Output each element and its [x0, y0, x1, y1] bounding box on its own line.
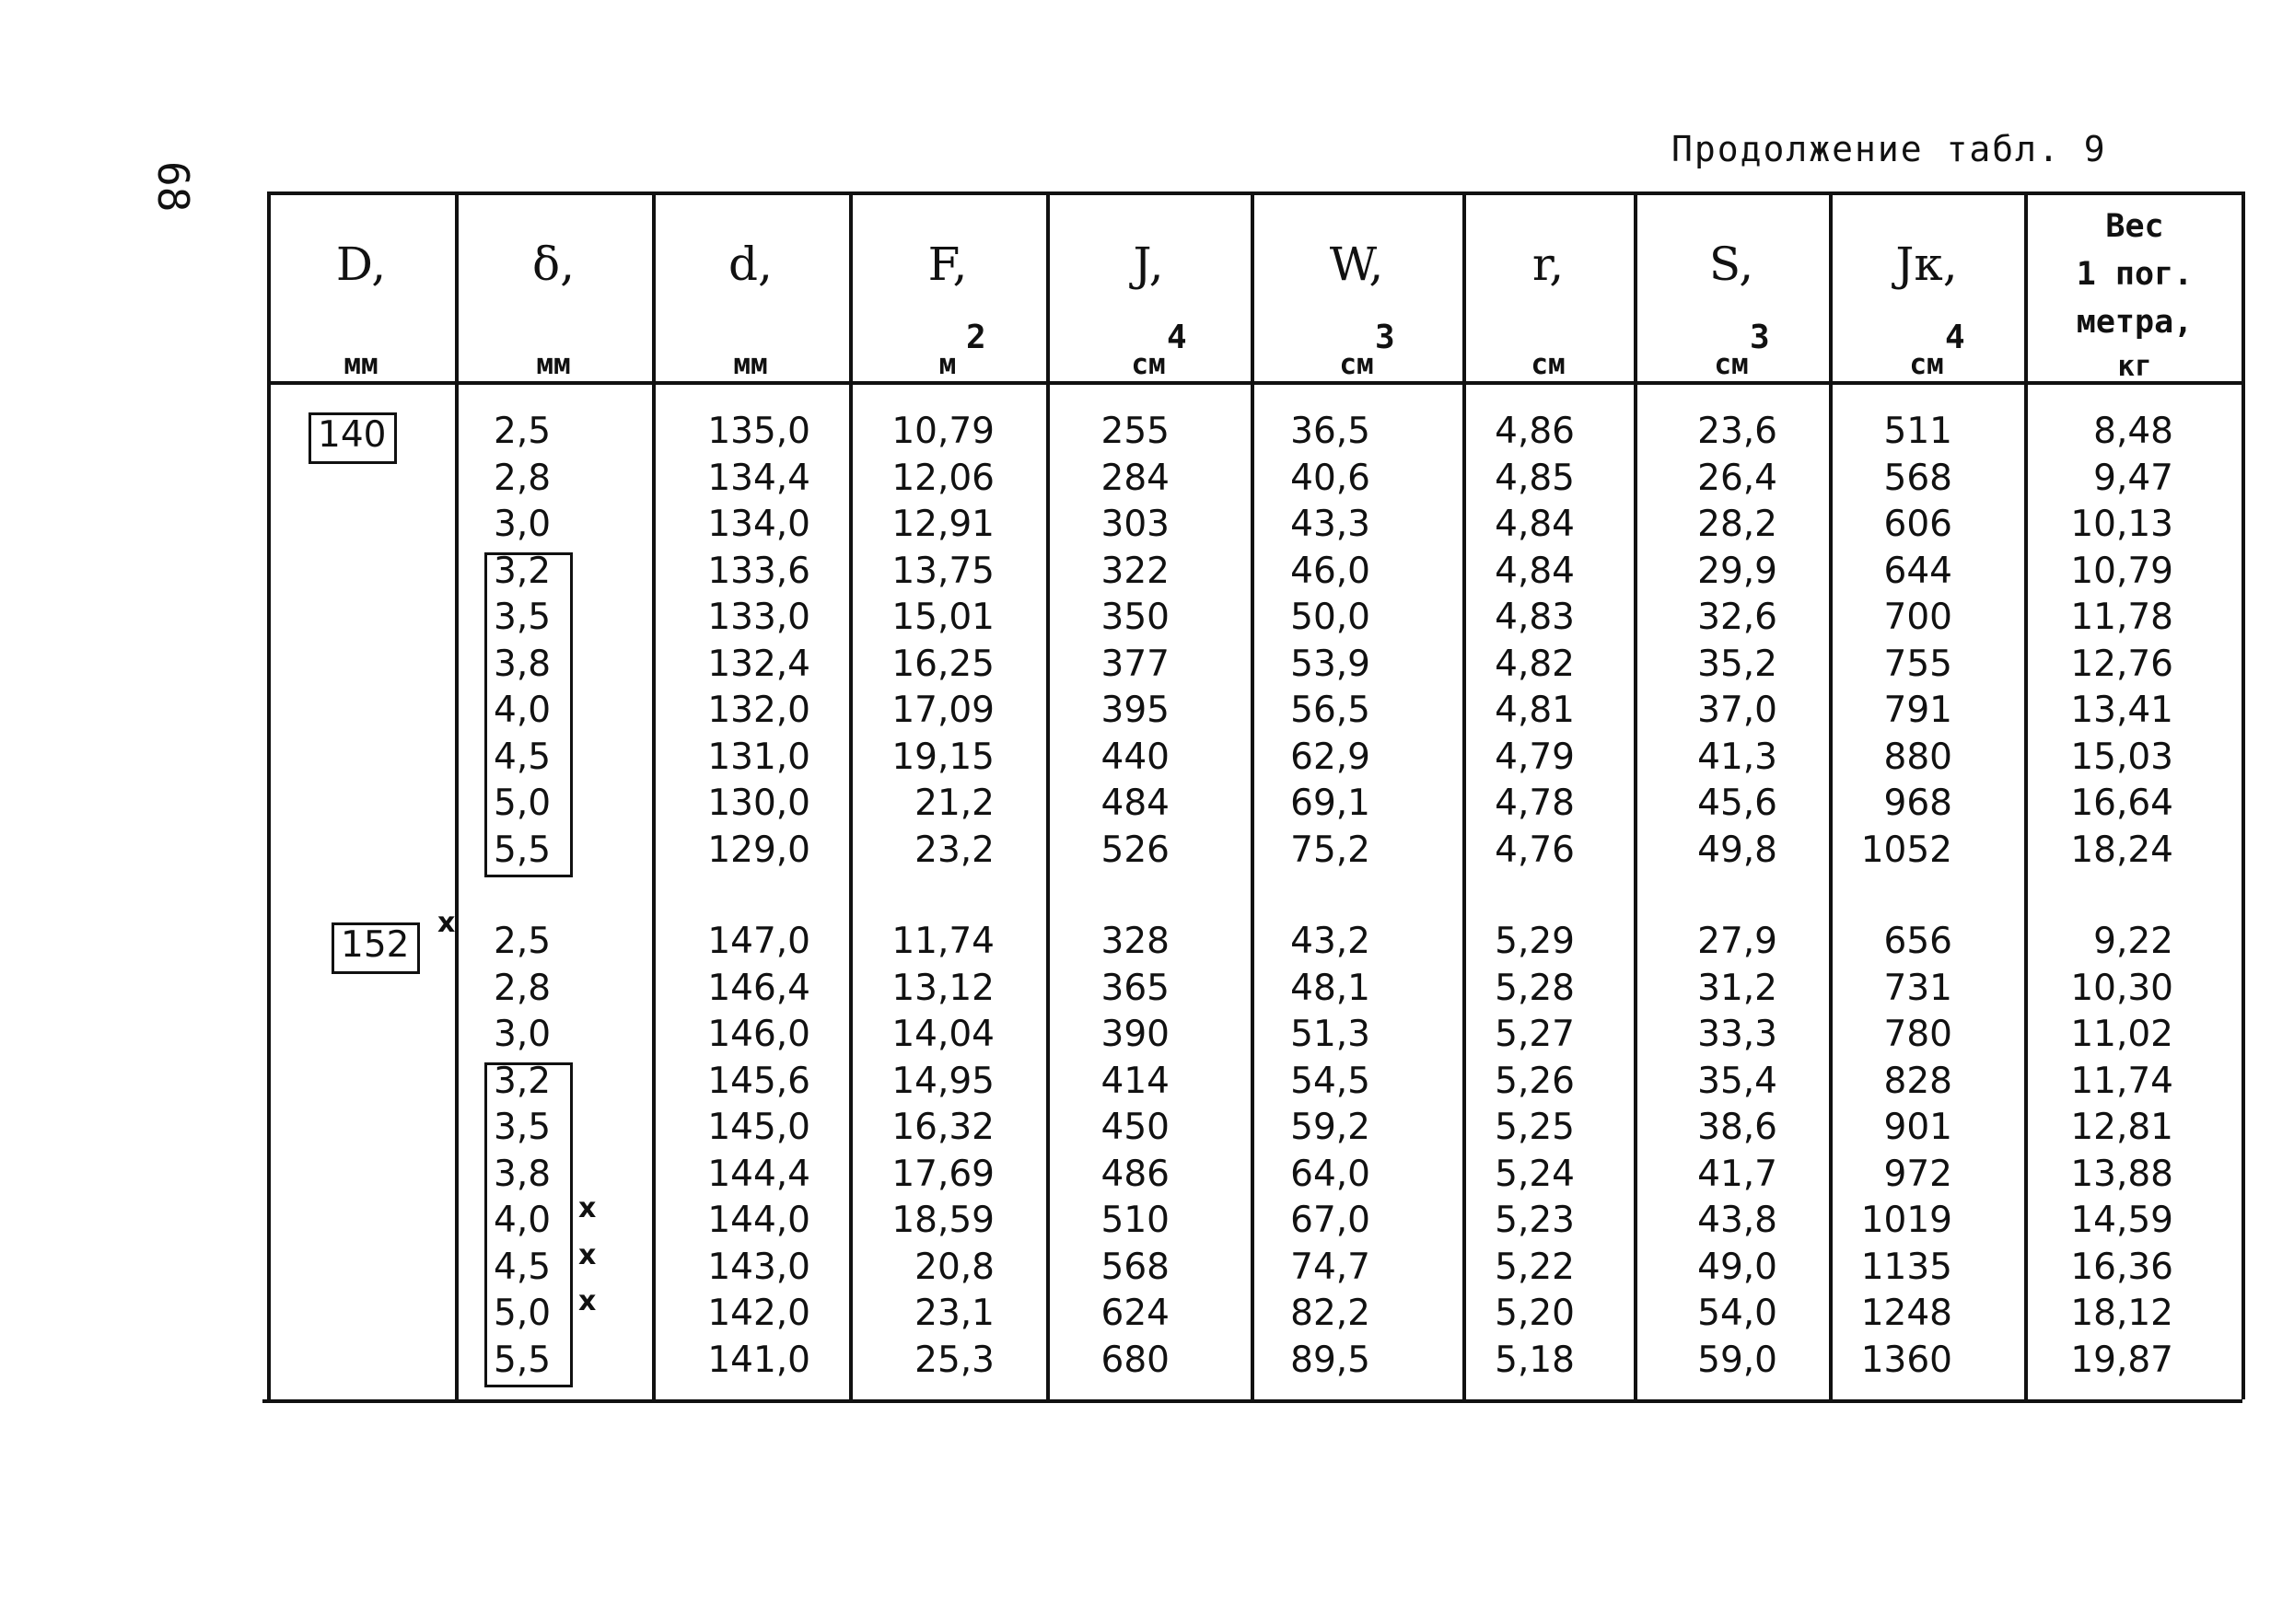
table-cell: 144,4 — [707, 1153, 810, 1195]
row-mark: x — [578, 1285, 597, 1317]
table-cell: 568 — [1883, 457, 1952, 499]
table-cell: 142,0 — [707, 1293, 810, 1334]
table-cell: 12,81 — [2070, 1107, 2173, 1148]
table-cell: 5,20 — [1495, 1293, 1575, 1334]
table-cell: 129,0 — [707, 829, 810, 871]
thickness-value: 3,8 — [494, 643, 552, 685]
table-cell: 4,78 — [1495, 783, 1575, 824]
thickness-value: 3,2 — [494, 1060, 552, 1102]
table-cell: 5,25 — [1495, 1107, 1575, 1148]
column-header-unit: м — [938, 348, 957, 381]
column-header-unit: мм — [344, 348, 378, 381]
table-cell: 15,03 — [2070, 736, 2173, 778]
table-cell: 255 — [1100, 411, 1170, 452]
table-cell: 568 — [1100, 1246, 1170, 1288]
table-cell: 4,76 — [1495, 829, 1575, 871]
thickness-value: 4,0 — [494, 690, 552, 731]
table-cell: 18,59 — [891, 1200, 995, 1241]
thickness-value: 3,0 — [494, 504, 552, 545]
table-cell: 132,4 — [707, 643, 810, 685]
table-cell: 486 — [1100, 1153, 1170, 1195]
table-cell: 1052 — [1860, 829, 1952, 871]
table-cell: 4,84 — [1495, 504, 1575, 545]
thickness-value: 5,5 — [494, 1339, 552, 1381]
table-cell: 16,64 — [2070, 783, 2173, 824]
table-cell: 54,5 — [1290, 1060, 1370, 1102]
table-cell: 31,2 — [1697, 967, 1777, 1009]
table-cell: 62,9 — [1290, 736, 1370, 778]
table-cell: 5,22 — [1495, 1246, 1575, 1288]
column-header-exponent: 4 — [1167, 319, 1187, 356]
column-header-unit: см — [1131, 348, 1166, 381]
column-header-symbol: F, — [927, 238, 968, 291]
table-cell: 51,3 — [1290, 1014, 1370, 1055]
table-cell: 5,26 — [1495, 1060, 1575, 1102]
table-cell: 13,41 — [2070, 690, 2173, 731]
table-cell: 56,5 — [1290, 690, 1370, 731]
thickness-value: 3,0 — [494, 1014, 552, 1055]
column-header-symbol: S, — [1708, 238, 1754, 291]
table-cell: 45,6 — [1697, 783, 1777, 824]
thickness-value: 2,5 — [494, 411, 552, 452]
weight-header-line1: Вес — [2105, 208, 2164, 245]
table-cell: 43,3 — [1290, 504, 1370, 545]
table-cell: 5,24 — [1495, 1153, 1575, 1195]
table-cell: 755 — [1883, 643, 1952, 685]
table-cell: 49,8 — [1697, 829, 1777, 871]
table-cell: 414 — [1100, 1060, 1170, 1102]
row-mark: x — [578, 1238, 597, 1271]
table-cell: 75,2 — [1290, 829, 1370, 871]
table-cell: 644 — [1883, 550, 1952, 592]
table-cell: 19,15 — [891, 736, 995, 778]
table-cell: 791 — [1883, 690, 1952, 731]
table-cell: 4,79 — [1495, 736, 1575, 778]
table-cell: 37,0 — [1697, 690, 1777, 731]
table-cell: 624 — [1100, 1293, 1170, 1334]
diameter-value: 152 — [341, 924, 410, 966]
table-cell: 731 — [1883, 967, 1952, 1009]
table-cell: 1248 — [1860, 1293, 1952, 1334]
thickness-value: 3,5 — [494, 1107, 552, 1148]
table-cell: 14,04 — [891, 1014, 995, 1055]
table-cell: 365 — [1100, 967, 1170, 1009]
table-cell: 25,3 — [914, 1339, 995, 1381]
table-cell: 303 — [1100, 504, 1170, 545]
table-cell: 510 — [1100, 1200, 1170, 1241]
column-header-symbol: r, — [1531, 238, 1565, 291]
column-header-symbol: d, — [728, 238, 773, 291]
table-cell: 450 — [1100, 1107, 1170, 1148]
column-header-symbol: D, — [335, 238, 387, 291]
table-cell: 143,0 — [707, 1246, 810, 1288]
table-cell: 21,2 — [914, 783, 995, 824]
table-cell: 10,13 — [2070, 504, 2173, 545]
thickness-value: 2,8 — [494, 457, 552, 499]
column-header-unit: см — [1909, 348, 1944, 381]
table-cell: 13,12 — [891, 967, 995, 1009]
table-cell: 145,0 — [707, 1107, 810, 1148]
table-cell: 11,02 — [2070, 1014, 2173, 1055]
data-table — [267, 191, 2245, 1403]
table-cell: 350 — [1100, 597, 1170, 638]
table-cell: 33,3 — [1697, 1014, 1777, 1055]
weight-header-unit: кг — [2117, 350, 2152, 383]
table-cell: 69,1 — [1290, 783, 1370, 824]
table-cell: 440 — [1100, 736, 1170, 778]
table-cell: 17,69 — [891, 1153, 995, 1195]
column-header-unit: мм — [536, 348, 571, 381]
table-cell: 146,4 — [707, 967, 810, 1009]
table-cell: 4,81 — [1495, 690, 1575, 731]
table-cell: 656 — [1883, 921, 1952, 962]
table-cell: 19,87 — [2070, 1339, 2173, 1381]
thickness-value: 4,0 — [494, 1200, 552, 1241]
table-cell: 43,8 — [1697, 1200, 1777, 1241]
table-cell: 49,0 — [1697, 1246, 1777, 1288]
column-header-exponent: 4 — [1945, 319, 1965, 356]
table-cell: 50,0 — [1290, 597, 1370, 638]
table-cell: 135,0 — [707, 411, 810, 452]
table-cell: 20,8 — [914, 1246, 995, 1288]
table-cell: 780 — [1883, 1014, 1952, 1055]
table-cell: 5,23 — [1495, 1200, 1575, 1241]
table-cell: 880 — [1883, 736, 1952, 778]
table-top-rule — [267, 191, 2245, 195]
table-cell: 484 — [1100, 783, 1170, 824]
table-cell: 972 — [1883, 1153, 1952, 1195]
table-cell: 10,30 — [2070, 967, 2173, 1009]
table-cell: 27,9 — [1697, 921, 1777, 962]
thickness-value: 5,0 — [494, 783, 552, 824]
table-cell: 144,0 — [707, 1200, 810, 1241]
table-cell: 13,75 — [891, 550, 995, 592]
table-cell: 67,0 — [1290, 1200, 1370, 1241]
table-cell: 328 — [1100, 921, 1170, 962]
table-cell: 23,1 — [914, 1293, 995, 1334]
table-cell: 64,0 — [1290, 1153, 1370, 1195]
table-cell: 35,4 — [1697, 1060, 1777, 1102]
column-header-symbol: J, — [1133, 238, 1164, 291]
table-cell: 53,9 — [1290, 643, 1370, 685]
thickness-value: 3,8 — [494, 1153, 552, 1195]
table-cell: 14,95 — [891, 1060, 995, 1102]
diameter-mark: x — [437, 907, 456, 939]
table-cell: 141,0 — [707, 1339, 810, 1381]
table-cell: 59,0 — [1697, 1339, 1777, 1381]
table-cell: 828 — [1883, 1060, 1952, 1102]
thickness-value: 5,5 — [494, 829, 552, 871]
table-cell: 606 — [1883, 504, 1952, 545]
table-cell: 14,59 — [2070, 1200, 2173, 1241]
table-cell: 10,79 — [891, 411, 995, 452]
table-cell: 130,0 — [707, 783, 810, 824]
weight-header-line2: 1 пог. — [2076, 256, 2194, 293]
table-cell: 526 — [1100, 829, 1170, 871]
table-cell: 23,6 — [1697, 411, 1777, 452]
thickness-value: 4,5 — [494, 736, 552, 778]
table-cell: 82,2 — [1290, 1293, 1370, 1334]
table-cell: 43,2 — [1290, 921, 1370, 962]
column-header-unit: мм — [733, 348, 768, 381]
table-cell: 16,32 — [891, 1107, 995, 1148]
table-cell: 29,9 — [1697, 550, 1777, 592]
table-cell: 5,29 — [1495, 921, 1575, 962]
table-cell: 74,7 — [1290, 1246, 1370, 1288]
table-bottom-rule — [262, 1399, 2242, 1403]
table-cell: 46,0 — [1290, 550, 1370, 592]
table-cell: 15,01 — [891, 597, 995, 638]
table-cell: 4,86 — [1495, 411, 1575, 452]
table-cell: 12,06 — [891, 457, 995, 499]
column-header-unit: см — [1339, 348, 1374, 381]
table-caption: Продолжение табл. 9 — [1671, 129, 2107, 169]
table-cell: 16,25 — [891, 643, 995, 685]
table-cell: 8,48 — [2093, 411, 2173, 452]
table-cell: 133,0 — [707, 597, 810, 638]
table-cell: 390 — [1100, 1014, 1170, 1055]
table-cell: 4,83 — [1495, 597, 1575, 638]
table-cell: 9,22 — [2093, 921, 2173, 962]
thickness-value: 4,5 — [494, 1246, 552, 1288]
table-cell: 5,18 — [1495, 1339, 1575, 1381]
thickness-value: 2,5 — [494, 921, 552, 962]
table-cell: 16,36 — [2070, 1246, 2173, 1288]
thickness-value: 5,0 — [494, 1293, 552, 1334]
table-cell: 41,3 — [1697, 736, 1777, 778]
table-cell: 284 — [1100, 457, 1170, 499]
column-header-unit: см — [1714, 348, 1749, 381]
column-header-symbol: W, — [1329, 238, 1384, 291]
table-cell: 322 — [1100, 550, 1170, 592]
table-cell: 35,2 — [1697, 643, 1777, 685]
table-cell: 12,76 — [2070, 643, 2173, 685]
table-cell: 4,82 — [1495, 643, 1575, 685]
table-cell: 147,0 — [707, 921, 810, 962]
table-cell: 131,0 — [707, 736, 810, 778]
table-cell: 41,7 — [1697, 1153, 1777, 1195]
table-cell: 11,78 — [2070, 597, 2173, 638]
table-cell: 511 — [1883, 411, 1952, 452]
table-cell: 1360 — [1860, 1339, 1952, 1381]
column-header-symbol: δ, — [532, 238, 575, 291]
table-cell: 134,4 — [707, 457, 810, 499]
table-cell: 4,84 — [1495, 550, 1575, 592]
table-cell: 377 — [1100, 643, 1170, 685]
diameter-value: 140 — [318, 414, 387, 456]
table-cell: 28,2 — [1697, 504, 1777, 545]
table-cell: 26,4 — [1697, 457, 1777, 499]
table-cell: 40,6 — [1290, 457, 1370, 499]
header-bottom-rule — [267, 381, 2245, 385]
column-header-exponent: 2 — [966, 319, 986, 356]
table-cell: 36,5 — [1290, 411, 1370, 452]
table-cell: 54,0 — [1697, 1293, 1777, 1334]
table-cell: 12,91 — [891, 504, 995, 545]
table-cell: 4,85 — [1495, 457, 1575, 499]
table-cell: 700 — [1883, 597, 1952, 638]
table-cell: 5,28 — [1495, 967, 1575, 1009]
table-cell: 10,79 — [2070, 550, 2173, 592]
table-cell: 901 — [1883, 1107, 1952, 1148]
table-cell: 23,2 — [914, 829, 995, 871]
page-number: 68 — [148, 161, 198, 213]
table-cell: 680 — [1100, 1339, 1170, 1381]
table-cell: 395 — [1100, 690, 1170, 731]
table-cell: 145,6 — [707, 1060, 810, 1102]
table-cell: 968 — [1883, 783, 1952, 824]
row-mark: x — [578, 1192, 597, 1224]
thickness-value: 2,8 — [494, 967, 552, 1009]
table-cell: 11,74 — [891, 921, 995, 962]
table-cell: 89,5 — [1290, 1339, 1370, 1381]
table-cell: 17,09 — [891, 690, 995, 731]
table-cell: 48,1 — [1290, 967, 1370, 1009]
table-cell: 132,0 — [707, 690, 810, 731]
table-cell: 13,88 — [2070, 1153, 2173, 1195]
table-cell: 1135 — [1860, 1246, 1952, 1288]
column-header-unit: см — [1531, 348, 1566, 381]
thickness-value: 3,2 — [494, 550, 552, 592]
table-cell: 38,6 — [1697, 1107, 1777, 1148]
column-header-exponent: 3 — [1750, 319, 1770, 356]
weight-header-line3: метра, — [2076, 304, 2194, 341]
table-cell: 9,47 — [2093, 457, 2173, 499]
table-cell: 18,12 — [2070, 1293, 2173, 1334]
table-cell: 59,2 — [1290, 1107, 1370, 1148]
table-cell: 134,0 — [707, 504, 810, 545]
table-cell: 11,74 — [2070, 1060, 2173, 1102]
table-cell: 133,6 — [707, 550, 810, 592]
table-cell: 32,6 — [1697, 597, 1777, 638]
table-cell: 146,0 — [707, 1014, 810, 1055]
table-cell: 1019 — [1860, 1200, 1952, 1241]
column-header-symbol: Jк, — [1895, 238, 1958, 291]
table-cell: 5,27 — [1495, 1014, 1575, 1055]
column-header-exponent: 3 — [1375, 319, 1395, 356]
thickness-value: 3,5 — [494, 597, 552, 638]
table-cell: 18,24 — [2070, 829, 2173, 871]
